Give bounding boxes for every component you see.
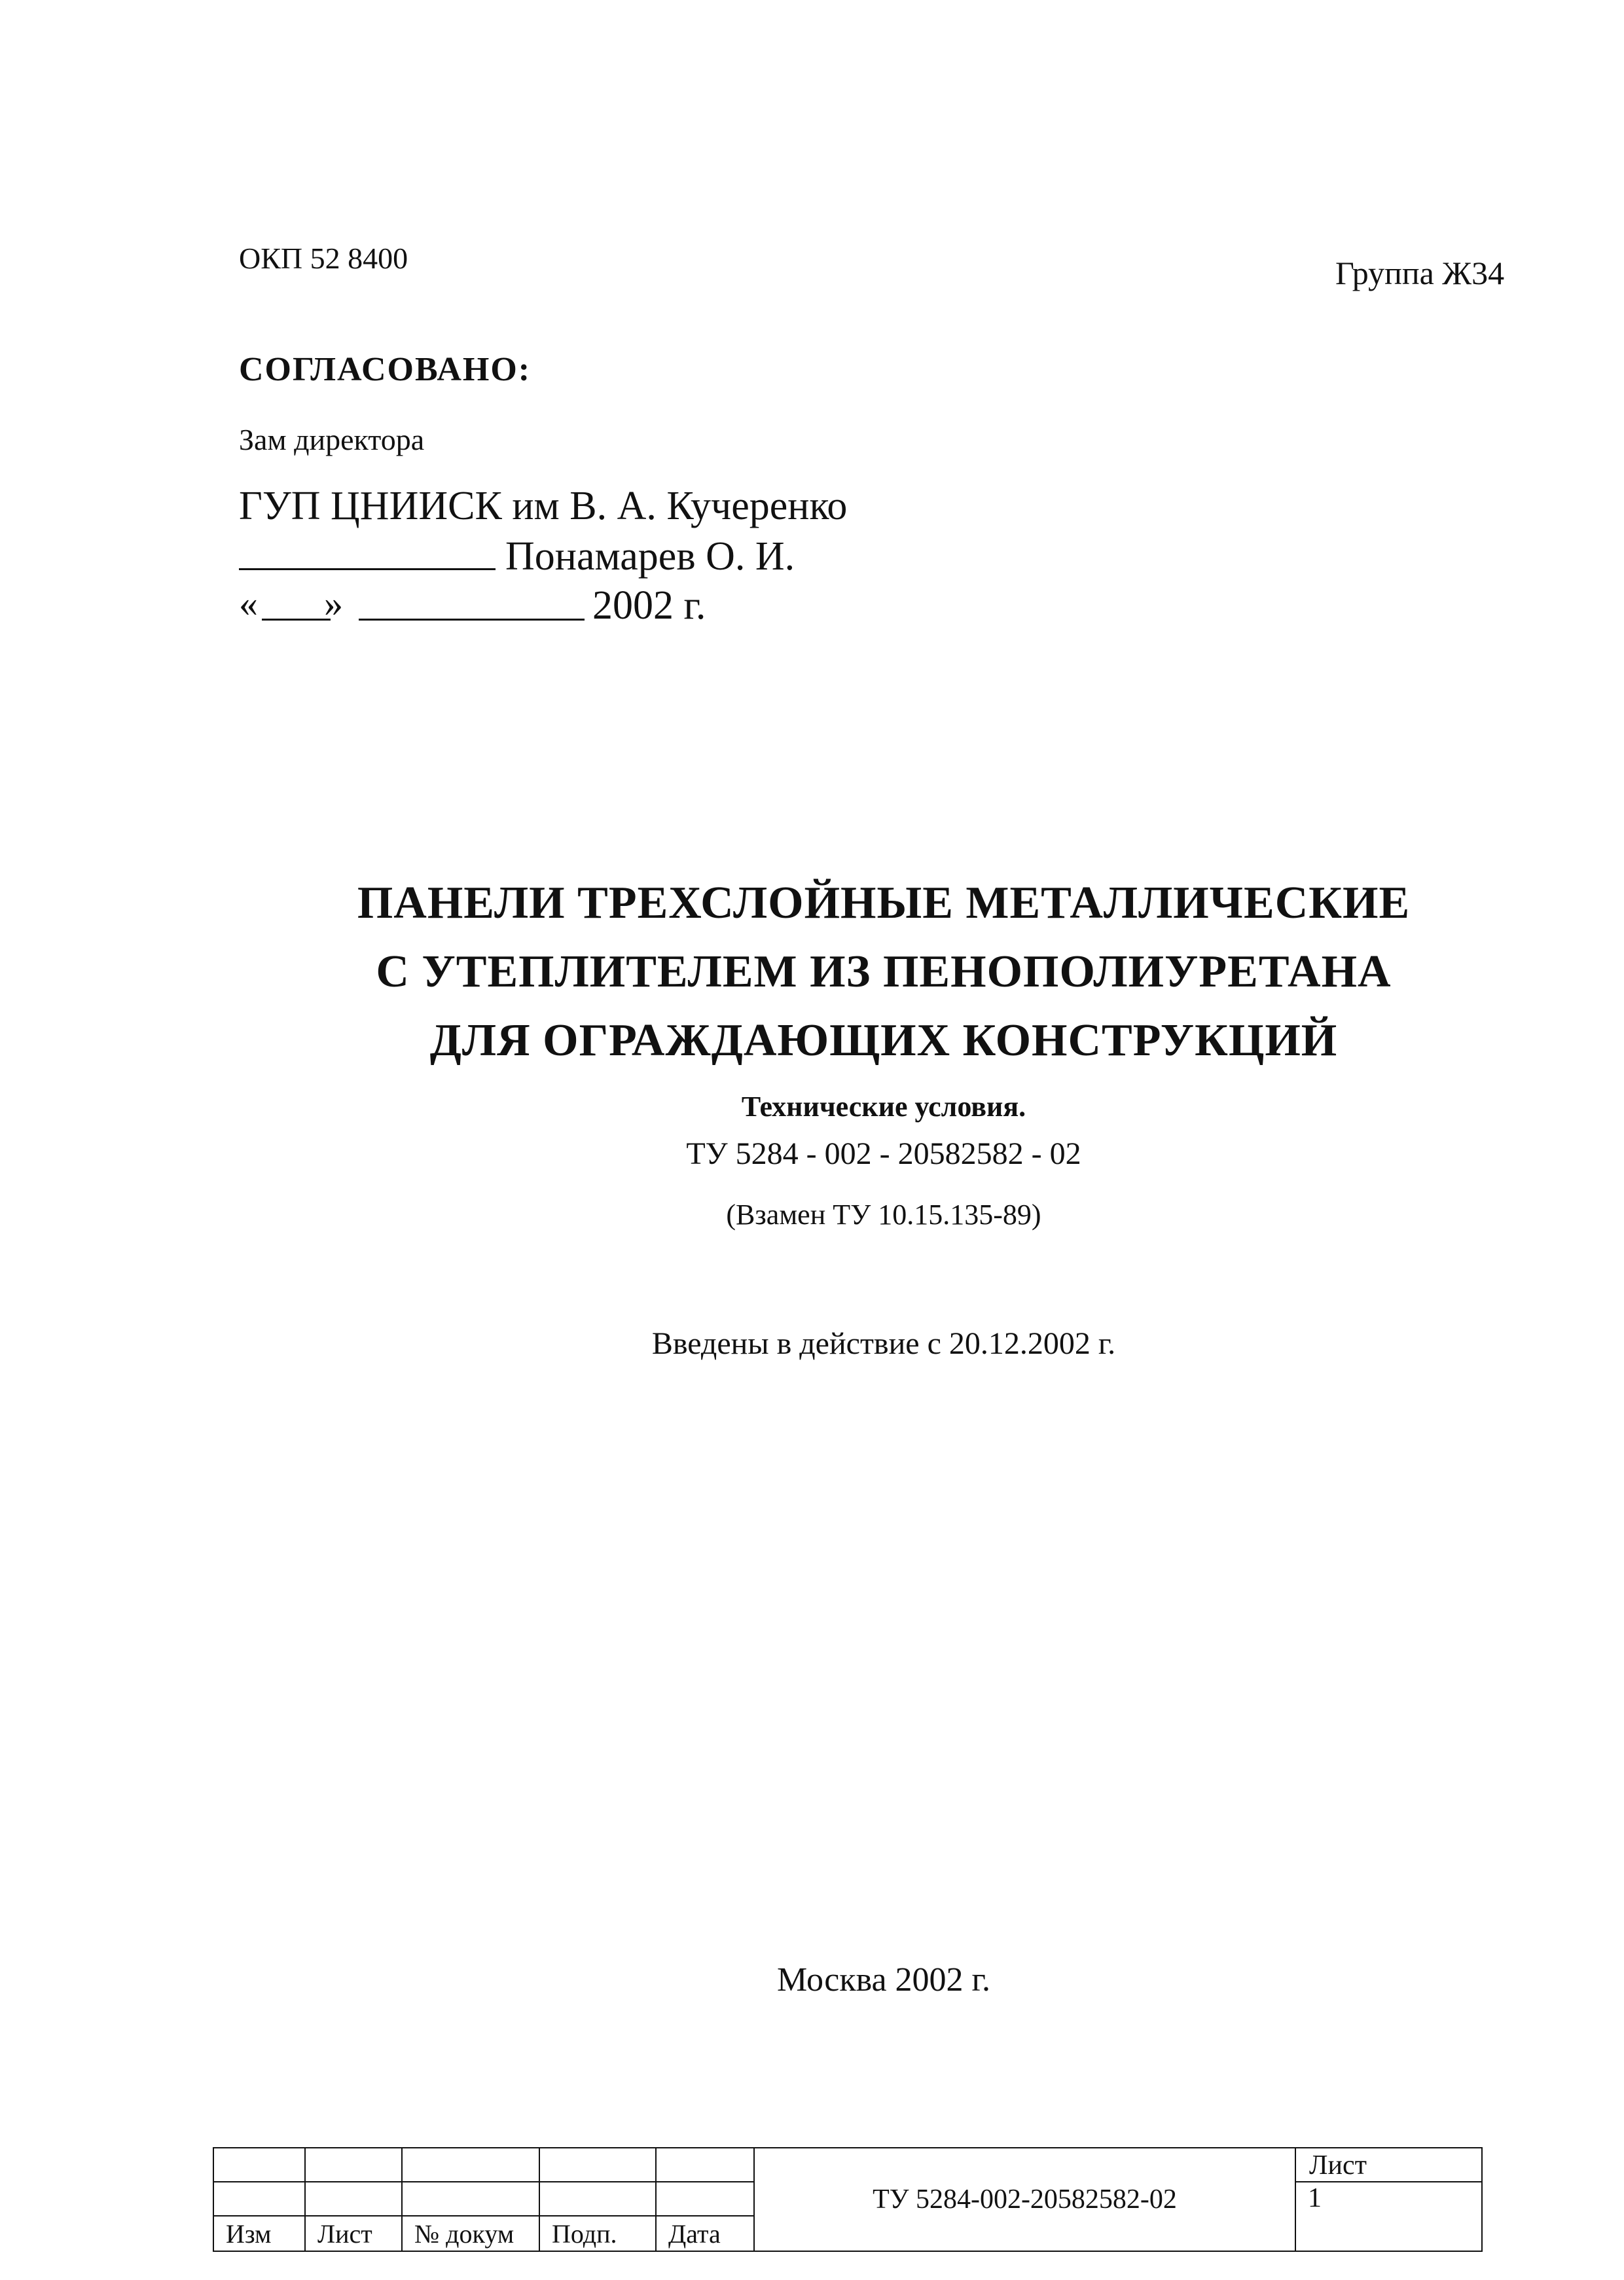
okp-code: ОКП 52 8400 [239, 242, 408, 275]
stamp-cell [213, 2182, 305, 2216]
stamp-col-date: Дата [656, 2216, 754, 2251]
approval-signer: Понамарев О. И. [505, 534, 795, 579]
approval-position: Зам директора [239, 423, 425, 456]
stamp-col-document: № докум [402, 2216, 539, 2251]
approval-organization: ГУП ЦНИИСК им В. А. Кучеренко [239, 484, 848, 528]
title-line-1: ПАНЕЛИ ТРЕХСЛОЙНЫЕ МЕТАЛЛИЧЕСКИЕ [357, 878, 1411, 928]
stamp-cell [402, 2148, 539, 2182]
stamp-document-code: ТУ 5284-002-20582582-02 [754, 2148, 1295, 2251]
stamp-sheet-number: 1 [1295, 2182, 1482, 2251]
stamp-col-signature: Подп. [539, 2216, 656, 2251]
stamp-cell [213, 2148, 305, 2182]
stamp-cell [402, 2182, 539, 2216]
spec-subtitle: Технические условия. [741, 1091, 1026, 1123]
title-line-2: С УТЕПЛИТЕЛЕМ ИЗ ПЕНОПОЛИУРЕТАНА [376, 947, 1392, 997]
title-block [213, 2147, 1483, 2252]
approval-heading: СОГЛАСОВАНО: [239, 351, 532, 388]
spec-code: ТУ 5284 - 002 - 20582582 - 02 [686, 1136, 1081, 1171]
approval-year: 2002 г. [592, 583, 706, 628]
date-close-quote: » [324, 582, 343, 624]
stamp-cell [305, 2182, 402, 2216]
city-year: Москва 2002 г. [777, 1961, 990, 1999]
stamp-col-change: Изм [213, 2216, 305, 2251]
spec-effective-date: Введены в действие с 20.12.2002 г. [651, 1326, 1116, 1361]
spec-replaces: (Взамен ТУ 10.15.135-89) [726, 1199, 1041, 1231]
stamp-col-sheet: Лист [305, 2216, 402, 2251]
date-open-quote: « [239, 582, 258, 624]
stamp-cell [539, 2148, 656, 2182]
group-code: Группа Ж34 [1335, 255, 1505, 291]
stamp-cell [305, 2148, 402, 2182]
stamp-sheet-label: Лист [1295, 2148, 1482, 2182]
stamp-cell [656, 2148, 754, 2182]
stamp-cell [656, 2182, 754, 2216]
signature-line [239, 568, 496, 570]
title-line-3: ДЛЯ ОГРАЖДАЮЩИХ КОНСТРУКЦИЙ [429, 1015, 1338, 1066]
date-day-blank [262, 619, 331, 621]
date-month-blank [359, 619, 585, 621]
stamp-cell [539, 2182, 656, 2216]
